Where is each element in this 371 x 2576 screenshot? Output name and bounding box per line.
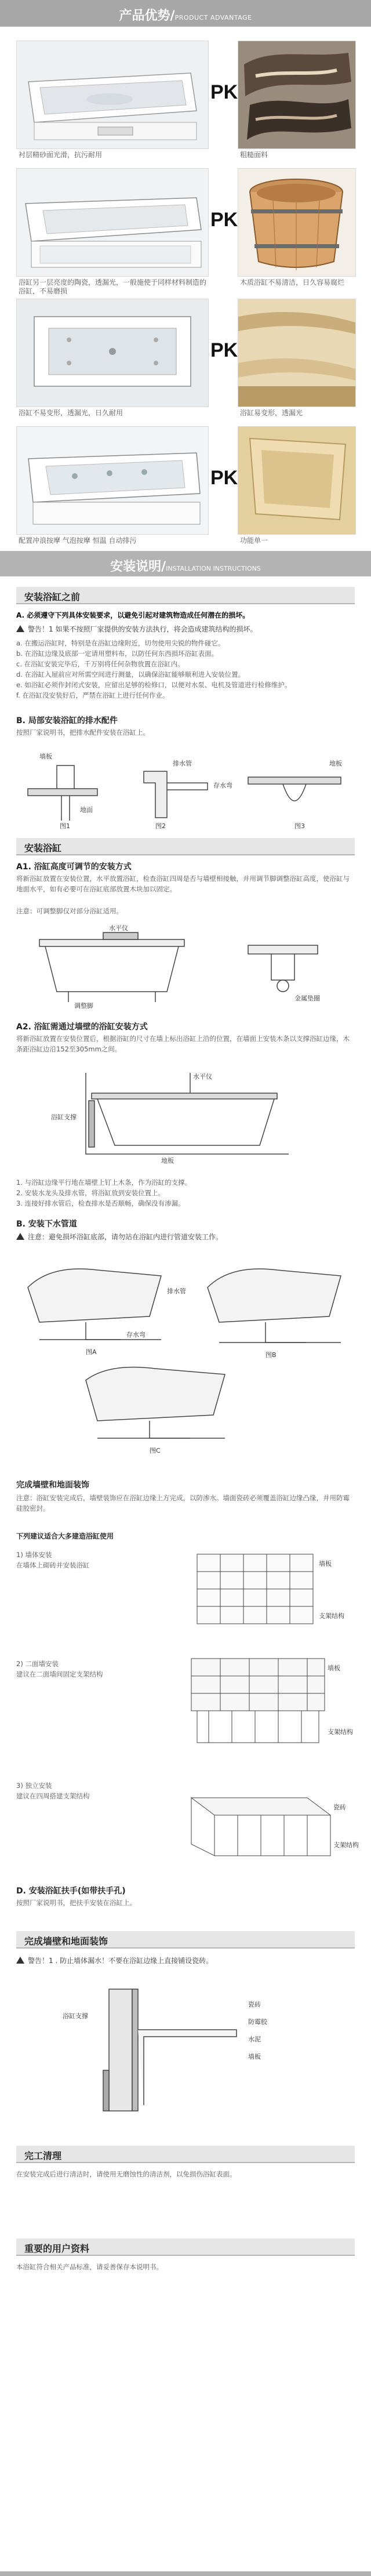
compare-right-caption-2: 木质浴缸不易清洁，日久容易腐烂 [240,278,345,286]
label-bracket: 浴缸支撑 [63,2012,88,2020]
section-header-clean: 完工清理 [16,2146,355,2163]
finish-item-3: 3) 独立安装 建议在四周搭建支架结构 [16,1782,90,1800]
prep-item: b. 在浴缸边缘及底部一定请用塑料布，以防任何东西损坏浴缸表面。 [16,650,219,658]
label-sealant: 防霉胶 [248,2018,267,2026]
label-wallboard: 墙板 [248,2053,261,2060]
banner-title-en: PRODUCT ADVANTAGE [174,14,252,21]
label-drain: 排水管 [173,760,192,767]
pk-label: PK [210,467,238,489]
label-water: 水泥 [248,2036,261,2043]
install-b-title: B. 安装下水管道 [16,1220,77,1229]
prep-b-title: B. 局部安装浴缸的排水配件 [16,716,118,725]
finish-item-2: 2) 二面墙安装 建议在二面墙间固定支架结构 [16,1660,103,1678]
prep-item: f. 在浴缸没安装好后，严禁在浴缸上进行任何作业。 [16,691,169,699]
installation-title-en: INSTALLATION INSTRUCTIONS [166,565,261,572]
section-header-prep: 安装浴缸之前 [16,587,355,604]
pipe-install-diagram [16,1253,355,1461]
label-fig-c: 图C [150,1447,161,1454]
label-floor: 地板 [161,1157,174,1164]
label-support: 支架结构 [319,1612,344,1620]
compare-right-caption-4: 功能单一 [240,536,268,545]
warning-icon [16,1233,24,1240]
label-fig2: 图2 [155,822,166,830]
compare-left-caption-3: 浴缸不易变形，透漏光，日久耐用 [19,409,123,417]
wall-warning: 警告！1 . 防止墙体漏水！不要在浴缸边缘上直接铺设瓷砖。 [16,1955,355,1966]
install-step: 1. 与浴缸边缘平行地在墙壁上钉上木条，作为浴缸的支撑。 [16,1178,192,1187]
section-header-wall: 完成墙壁和地面装饰 [16,1931,355,1949]
wall-support-diagram [16,1061,355,1166]
section-header-notice: 重要的用户资料 [16,2238,355,2256]
label-tile: 瓷砖 [248,2001,261,2008]
warning-icon [16,1957,24,1964]
install-step: 2. 安装水龙头及排水管，将浴缸放到安装位置上。 [16,1189,165,1197]
banner-title-cn: 产品优势/ [119,9,175,23]
compare-right-caption-1: 粗糙面料 [240,151,268,159]
install-b-note: 注意：避免损坏浴缸底部，请勿站在浴缸内进行管道安装工作。 [16,1232,355,1242]
wall-install-diagram [174,1543,355,1635]
install-a1-note: 注意：可调整脚仅对部分浴缸适用。 [16,907,123,915]
label-trap: 存水弯 [126,1331,146,1338]
level-adjust-diagram [16,922,355,1009]
installation-banner [0,551,371,576]
label-fig1: 图1 [60,822,70,830]
compare-left-caption-1: 衬层精砂面光滑，抗污耐用 [19,151,103,159]
label-support: 支架结构 [328,1728,353,1736]
label-tile: 瓷砖 [333,1804,346,1811]
wall-seal-diagram [16,1983,355,2123]
installation-title-cn: 安装说明/ [110,560,166,574]
prep-a-text: A. 必须遵守下列具体安装要求，以避免引起对建筑物造成任何潜在的损坏。 [16,611,250,619]
footer-bar [0,2571,371,2576]
rough-material-photo [238,41,356,149]
freestanding-install-diagram [174,1775,359,1862]
label-fig-b: 图B [265,1351,277,1359]
finish-d-text: 按照厂家说明书，把扶手安装在浴缸上。 [16,1899,136,1907]
notice-text: 本浴缸符合相关产品标准，请妥善保存本说明书。 [16,2263,163,2271]
compare-row-3 [16,299,355,432]
install-a1-text: 将新浴缸放置在安装位置，水平放置浴缸，检查浴缸四周是否与墙壁相接触，并用调节脚调整浴缸高度，使浴缸与地面水平，如有必要可在浴缸底部放置木块加以固定。 [16,875,350,893]
finish-item-1: 1) 墙体安装 在墙体上砌砖并安装浴缸 [16,1551,90,1569]
finish-text: 注意：浴缸安装完成后，墙壁装饰应在浴缸边缘上方完成，以防渗水。墙面瓷砖必须覆盖浴缸边缘凸缘，并用防霉硅胶密封。 [16,1494,350,1512]
compare-row-2 [16,168,355,302]
banner-title [0,6,371,24]
label-floor: 地板 [329,760,342,767]
wooden-tub-photo [238,168,356,277]
compare-left-caption-2: 浴缸另一层亮度的陶瓷，透漏光，一般施使于同样材料制造的浴缸，不易磨损 [19,278,207,295]
finish-title: 完成墙壁和地面装饰 [16,1481,89,1490]
install-step: 3. 连接好排水管后，检查排水是否顺畅，确保没有渗漏。 [16,1199,185,1207]
install-steps [16,1177,355,1209]
label-trap: 存水弯 [213,782,232,789]
label-wallboard: 墙板 [328,1664,340,1672]
compare-row-4 [16,426,355,560]
compare-left-caption-4: 配置冲浪按摩 气泡按摩 恒温 自动排污 [19,536,137,545]
prep-item: a. 在搬运浴缸时，特别是在浴缸边缘附近，切勿使用尖锐的物件碰它。 [16,639,225,647]
label-level: 水平仪 [193,1073,212,1080]
prep-item: c. 在浴缸安装完毕后，千万别将任何杂物放置在浴缸内。 [16,660,184,668]
bathtub-photo-3 [16,299,209,407]
two-wall-install-diagram [174,1653,355,1751]
single-function-tub-photo [238,426,356,535]
finish-d-title: D. 安装浴缸扶手(如带扶手孔) [16,1886,126,1896]
label-drain: 排水管 [167,1287,186,1295]
bathtub-photo-2 [16,168,209,277]
label-foot: 调整脚 [74,1002,93,1010]
finish-sub: 下列建议适合大多建造浴缸使用 [16,1532,114,1540]
label-wall-plate: 墙板 [39,753,52,760]
clean-text: 在安装完成后进行清洁时，请使用无磨蚀性的清洁剂，以免损伤浴缸表面。 [16,2170,237,2178]
bathtub-photo-4 [16,426,209,535]
label-metal-ring: 金属垫圈 [294,995,320,1002]
label-ground: 地面 [80,806,93,814]
pk-label: PK [210,81,238,103]
install-a2-text: 将新浴缸放置在安装位置后，根据浴缸的尺寸在墙上标出浴缸上沿的位置，在墙面上安装木条以支撑浴缸边缘，木条距浴缸边沿152至305mm之间。 [16,1035,350,1053]
pk-label: PK [210,209,238,231]
deformed-tub-photo [238,299,356,407]
prep-list [16,638,355,701]
section-header-install: 安装浴缸 [16,838,355,855]
prep-item: e. 如浴缸必须作封闭式安装，应留出足够的检修口，以便对水泵、电机及管道进行检修维护。 [16,681,292,689]
compare-right-caption-3: 浴缸易变形，透漏光 [240,409,303,417]
label-wallboard: 墙板 [319,1560,332,1568]
label-support: 支架结构 [333,1841,359,1849]
product-advantage-banner [0,0,371,27]
warning-icon [16,625,24,632]
install-a1-title: A1. 浴缸高度可调节的安装方式 [16,862,132,872]
drain-diagram [16,742,355,829]
prep-item: d. 在浴缸入屋前应对所需空间进行测量，以确保浴缸能够顺利进入安装位置。 [16,670,245,679]
compare-row-1 [16,41,355,174]
label-level: 水平仪 [109,924,128,932]
pk-label: PK [210,339,238,361]
prep-warning: 警告！1 如果不按照厂家提供的安装方法执行，将会造成建筑结构的损坏。 [16,624,355,634]
bathtub-photo-1 [16,41,209,149]
installation-banner-title [0,557,371,575]
install-a2-title: A2. 浴缸需通过墙壁的浴缸安装方式 [16,1022,148,1032]
label-bracket: 浴缸支撑 [51,1113,77,1121]
prep-b-text: 按照厂家说明书，把排水配件安装在浴缸上。 [16,728,150,736]
label-fig3: 图3 [294,822,305,830]
label-fig-a: 图A [86,1348,97,1356]
